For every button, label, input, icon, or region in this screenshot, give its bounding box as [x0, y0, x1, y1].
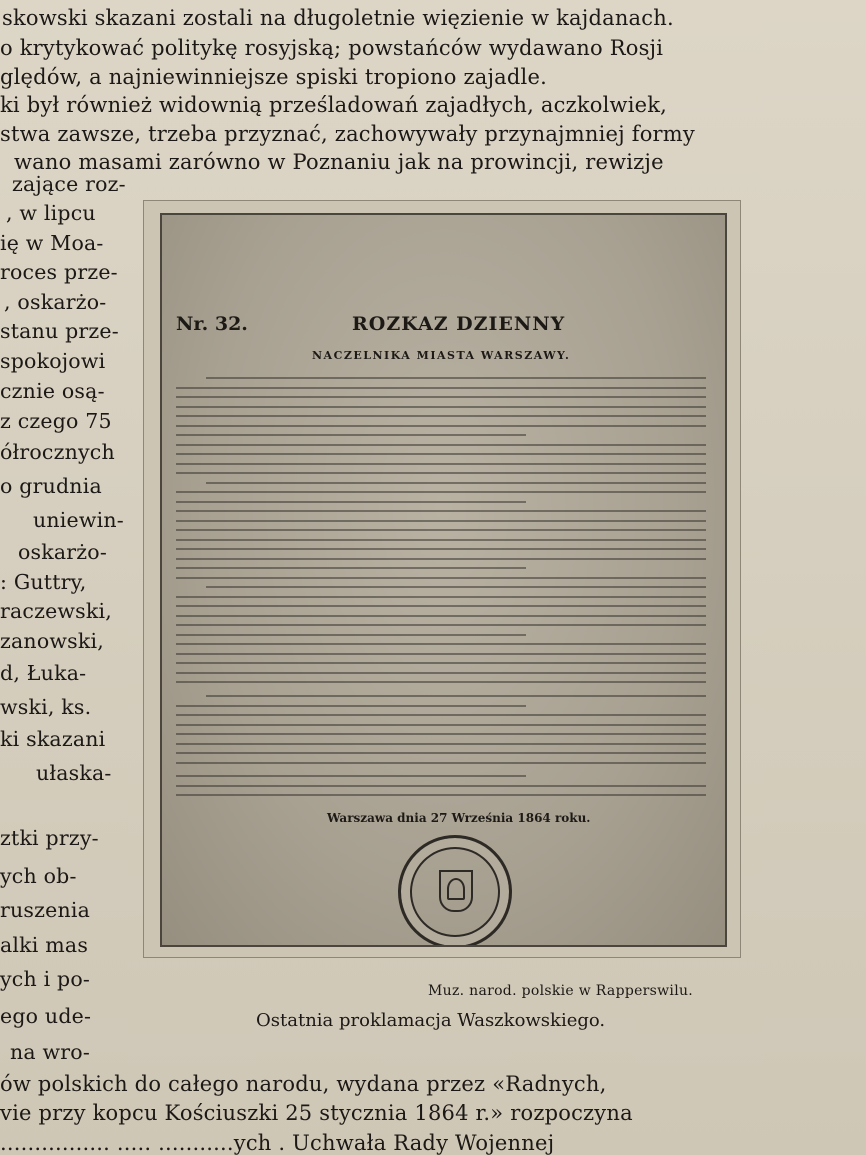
text-line: skowski skazani zostali na długoletnie więzienie w kajdanach.: [2, 6, 674, 30]
proclamation-text-line: [176, 577, 706, 579]
figure-credit: Muz. narod. polskie w Rapperswilu.: [428, 983, 694, 999]
proclamation-text-line: [206, 482, 706, 484]
proclamation-text-line: [176, 463, 706, 465]
proclamation-number: Nr. 32.: [176, 313, 248, 335]
proclamation-text-line: [176, 724, 706, 726]
proclamation-text-line: [176, 520, 706, 522]
proclamation-text-line: [176, 752, 706, 754]
text-line: : Guttry,: [0, 570, 87, 594]
text-line: ych ob-: [0, 864, 77, 888]
text-line: zające roz-: [12, 172, 126, 196]
text-line: ztki przy-: [0, 826, 99, 850]
proclamation-text-line: [176, 491, 706, 493]
text-line: ów polskich do całego narodu, wydana przez «Radnych,: [0, 1072, 607, 1096]
text-line: o krytykować politykę rosyjską; powstańców wydawano Rosji: [0, 36, 664, 60]
proclamation-text-line: [176, 434, 526, 436]
text-line: wski, ks.: [0, 695, 92, 719]
proclamation-text-line: [206, 695, 706, 697]
proclamation-title: ROZKAZ DZIENNY: [352, 313, 566, 335]
text-line: ruszenia: [0, 898, 91, 922]
proclamation-text-line: [176, 785, 706, 787]
proclamation-text-line: [176, 472, 706, 474]
text-line: ułaska-: [36, 761, 112, 785]
text-line: , w lipcu: [6, 201, 96, 225]
proclamation-text-line: [176, 415, 706, 417]
proclamation-text-line: [176, 406, 706, 408]
proclamation-text-line: [176, 672, 706, 674]
proclamation-text-line: [176, 794, 706, 796]
text-line: ych i po-: [0, 967, 91, 991]
text-line: raczewski,: [0, 599, 112, 623]
proclamation-subtitle: NACZELNIKA MIASTA WARSZAWY.: [312, 349, 571, 362]
proclamation-text-line: [176, 596, 706, 598]
proclamation-text-line: [176, 567, 526, 569]
text-line: oskarżo-: [18, 540, 107, 564]
text-line: zanowski,: [0, 629, 104, 653]
text-line: o grudnia: [0, 474, 102, 498]
proclamation-text-line: [176, 501, 526, 503]
proclamation-text-line: [206, 586, 706, 588]
text-line: stwa zawsze, trzeba przyznać, zachowywały przynajmniej formy: [0, 122, 695, 146]
proclamation-text-line: [176, 743, 706, 745]
proclamation-text-line: [176, 643, 706, 645]
text-line: vie przy kopcu Kościuszki 25 stycznia 1864 r.» rozpoczyna: [0, 1101, 633, 1125]
text-line: ki był również widownią prześladowań zajadłych, aczkolwiek,: [0, 93, 668, 117]
proclamation-text-line: [176, 705, 526, 707]
proclamation-text-line: [176, 529, 706, 531]
proclamation-text-line: [176, 558, 706, 560]
proclamation-text-line: [176, 775, 526, 777]
proclamation-text-line: [176, 605, 706, 607]
seal-crest-icon: [439, 870, 473, 912]
text-line: z czego 75: [0, 409, 112, 433]
proclamation-text-line: [176, 634, 526, 636]
proclamation-date: Warszawa dnia 27 Września 1864 roku.: [327, 811, 591, 825]
proclamation-text-line: [176, 624, 706, 626]
text-line: ółrocznych: [0, 440, 115, 464]
proclamation-text-line: [176, 453, 706, 455]
proclamation-text-line: [176, 615, 706, 617]
proclamation-text-line: [176, 714, 706, 716]
proclamation-text-line: [176, 681, 706, 683]
text-line: stanu prze-: [0, 319, 119, 343]
proclamation-figure: [143, 200, 741, 958]
text-line: alki mas: [0, 933, 89, 957]
proclamation-text-line: [176, 733, 706, 735]
proclamation-text-line: [176, 548, 706, 550]
proclamation-text-line: [176, 510, 706, 512]
text-line: na wro-: [10, 1040, 90, 1064]
text-line: ię w Moa-: [0, 231, 104, 255]
proclamation-text-line: [206, 377, 706, 379]
proclamation-text-line: [176, 539, 706, 541]
text-line: , oskarżo-: [4, 290, 107, 314]
proclamation-text-line: [176, 762, 706, 764]
text-line: uniewin-: [33, 508, 124, 532]
text-line: ................ ..... ...........ych . Uchwała Rady Wojennej: [0, 1131, 555, 1155]
text-line: spokojowi: [0, 349, 106, 373]
official-seal-stamp: [398, 835, 512, 947]
proclamation-text-line: [176, 396, 706, 398]
proclamation-text-line: [176, 444, 706, 446]
text-line: wano masami zarówno w Poznaniu jak na prowincji, rewizje: [14, 150, 664, 174]
proclamation-text-line: [176, 662, 706, 664]
text-line: d, Łuka-: [0, 661, 87, 685]
proclamation-image: [160, 213, 727, 947]
proclamation-text-line: [176, 653, 706, 655]
text-line: cznie osą-: [0, 379, 105, 403]
text-line: ki skazani: [0, 727, 106, 751]
text-line: ego ude-: [0, 1004, 92, 1028]
text-line: roces prze-: [0, 260, 118, 284]
figure-caption: Ostatnia proklamacja Waszkowskiego.: [256, 1010, 606, 1031]
proclamation-text-line: [176, 387, 706, 389]
text-line: ględów, a najniewinniejsze spiski tropiono zajadle.: [0, 65, 547, 89]
proclamation-text-line: [176, 425, 706, 427]
